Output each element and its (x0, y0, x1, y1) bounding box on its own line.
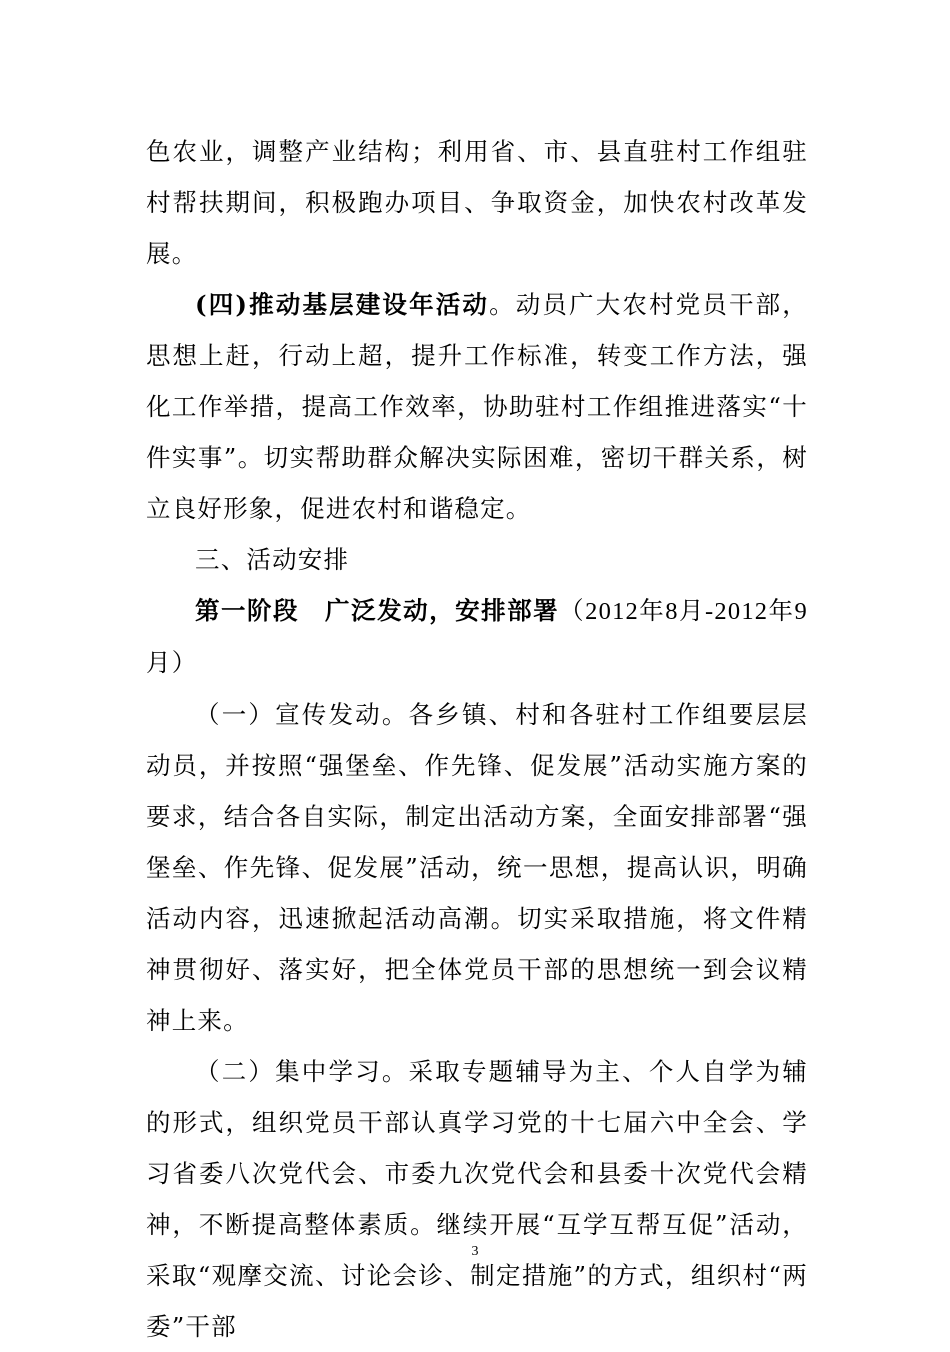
stage-heading: 第一阶段 广泛发动，安排部署 (195, 596, 560, 625)
paragraph-text: 色农业，调整产业结构；利用省、市、县直驻村工作组驻村帮扶期间，积极跑办项目、争取资金，加快农村改革发展。 (146, 137, 808, 268)
paragraph-item-4 (146, 279, 808, 534)
page-number: 3 (471, 1244, 479, 1259)
paragraph-text: （二）集中学习。采取专题辅导为主、个人自学为辅的形式，组织党员干部认真学习党的十七届六中全会、学习省委八次党代会、市委九次党代会和县委十次党代会精神，不断提高整体素质。继续开展“互学互帮互促”活动，采取“观摩交流、讨论会诊、制定措施”的方式，组织村“两委”干部 (146, 1057, 808, 1341)
section-heading-text: 三、活动安排 (195, 545, 350, 574)
paragraph-text: （一）宣传发动。各乡镇、村和各驻村工作组要层层动员，并按照“强堡垒、作先锋、促发展”活动实施方案的要求，结合各自实际，制定出活动方案，全面安排部署“强堡垒、作先锋、促发展”活动，统一思想，提高认识，明确活动内容，迅速掀起活动高潮。切实采取措施，将文件精神贯彻好、落实好，把全体党员干部的思想统一到会议精神上来。 (146, 700, 808, 1035)
paragraph-stage-one (146, 585, 808, 689)
section-heading-activity-arrangement (146, 534, 808, 585)
paragraph-publicity (146, 689, 808, 1046)
paragraph-continuation (146, 126, 808, 279)
paragraph-text: 。动员广大农村党员干部，思想上赶，行动上超，提升工作标准，转变工作方法，强化工作举措，提高工作效率，协助驻村工作组推进落实“十件实事”。切实帮助群众解决实际困难，密切干群关系，树立良好形象，促进农村和谐稳定。 (146, 290, 808, 523)
paragraph-study (146, 1046, 808, 1352)
stage-date-range: （2012年8月-2012年9月） (146, 598, 808, 677)
paragraph-bold-heading: (四)推动基层建设年活动 (195, 290, 490, 319)
document-body (146, 126, 808, 1352)
